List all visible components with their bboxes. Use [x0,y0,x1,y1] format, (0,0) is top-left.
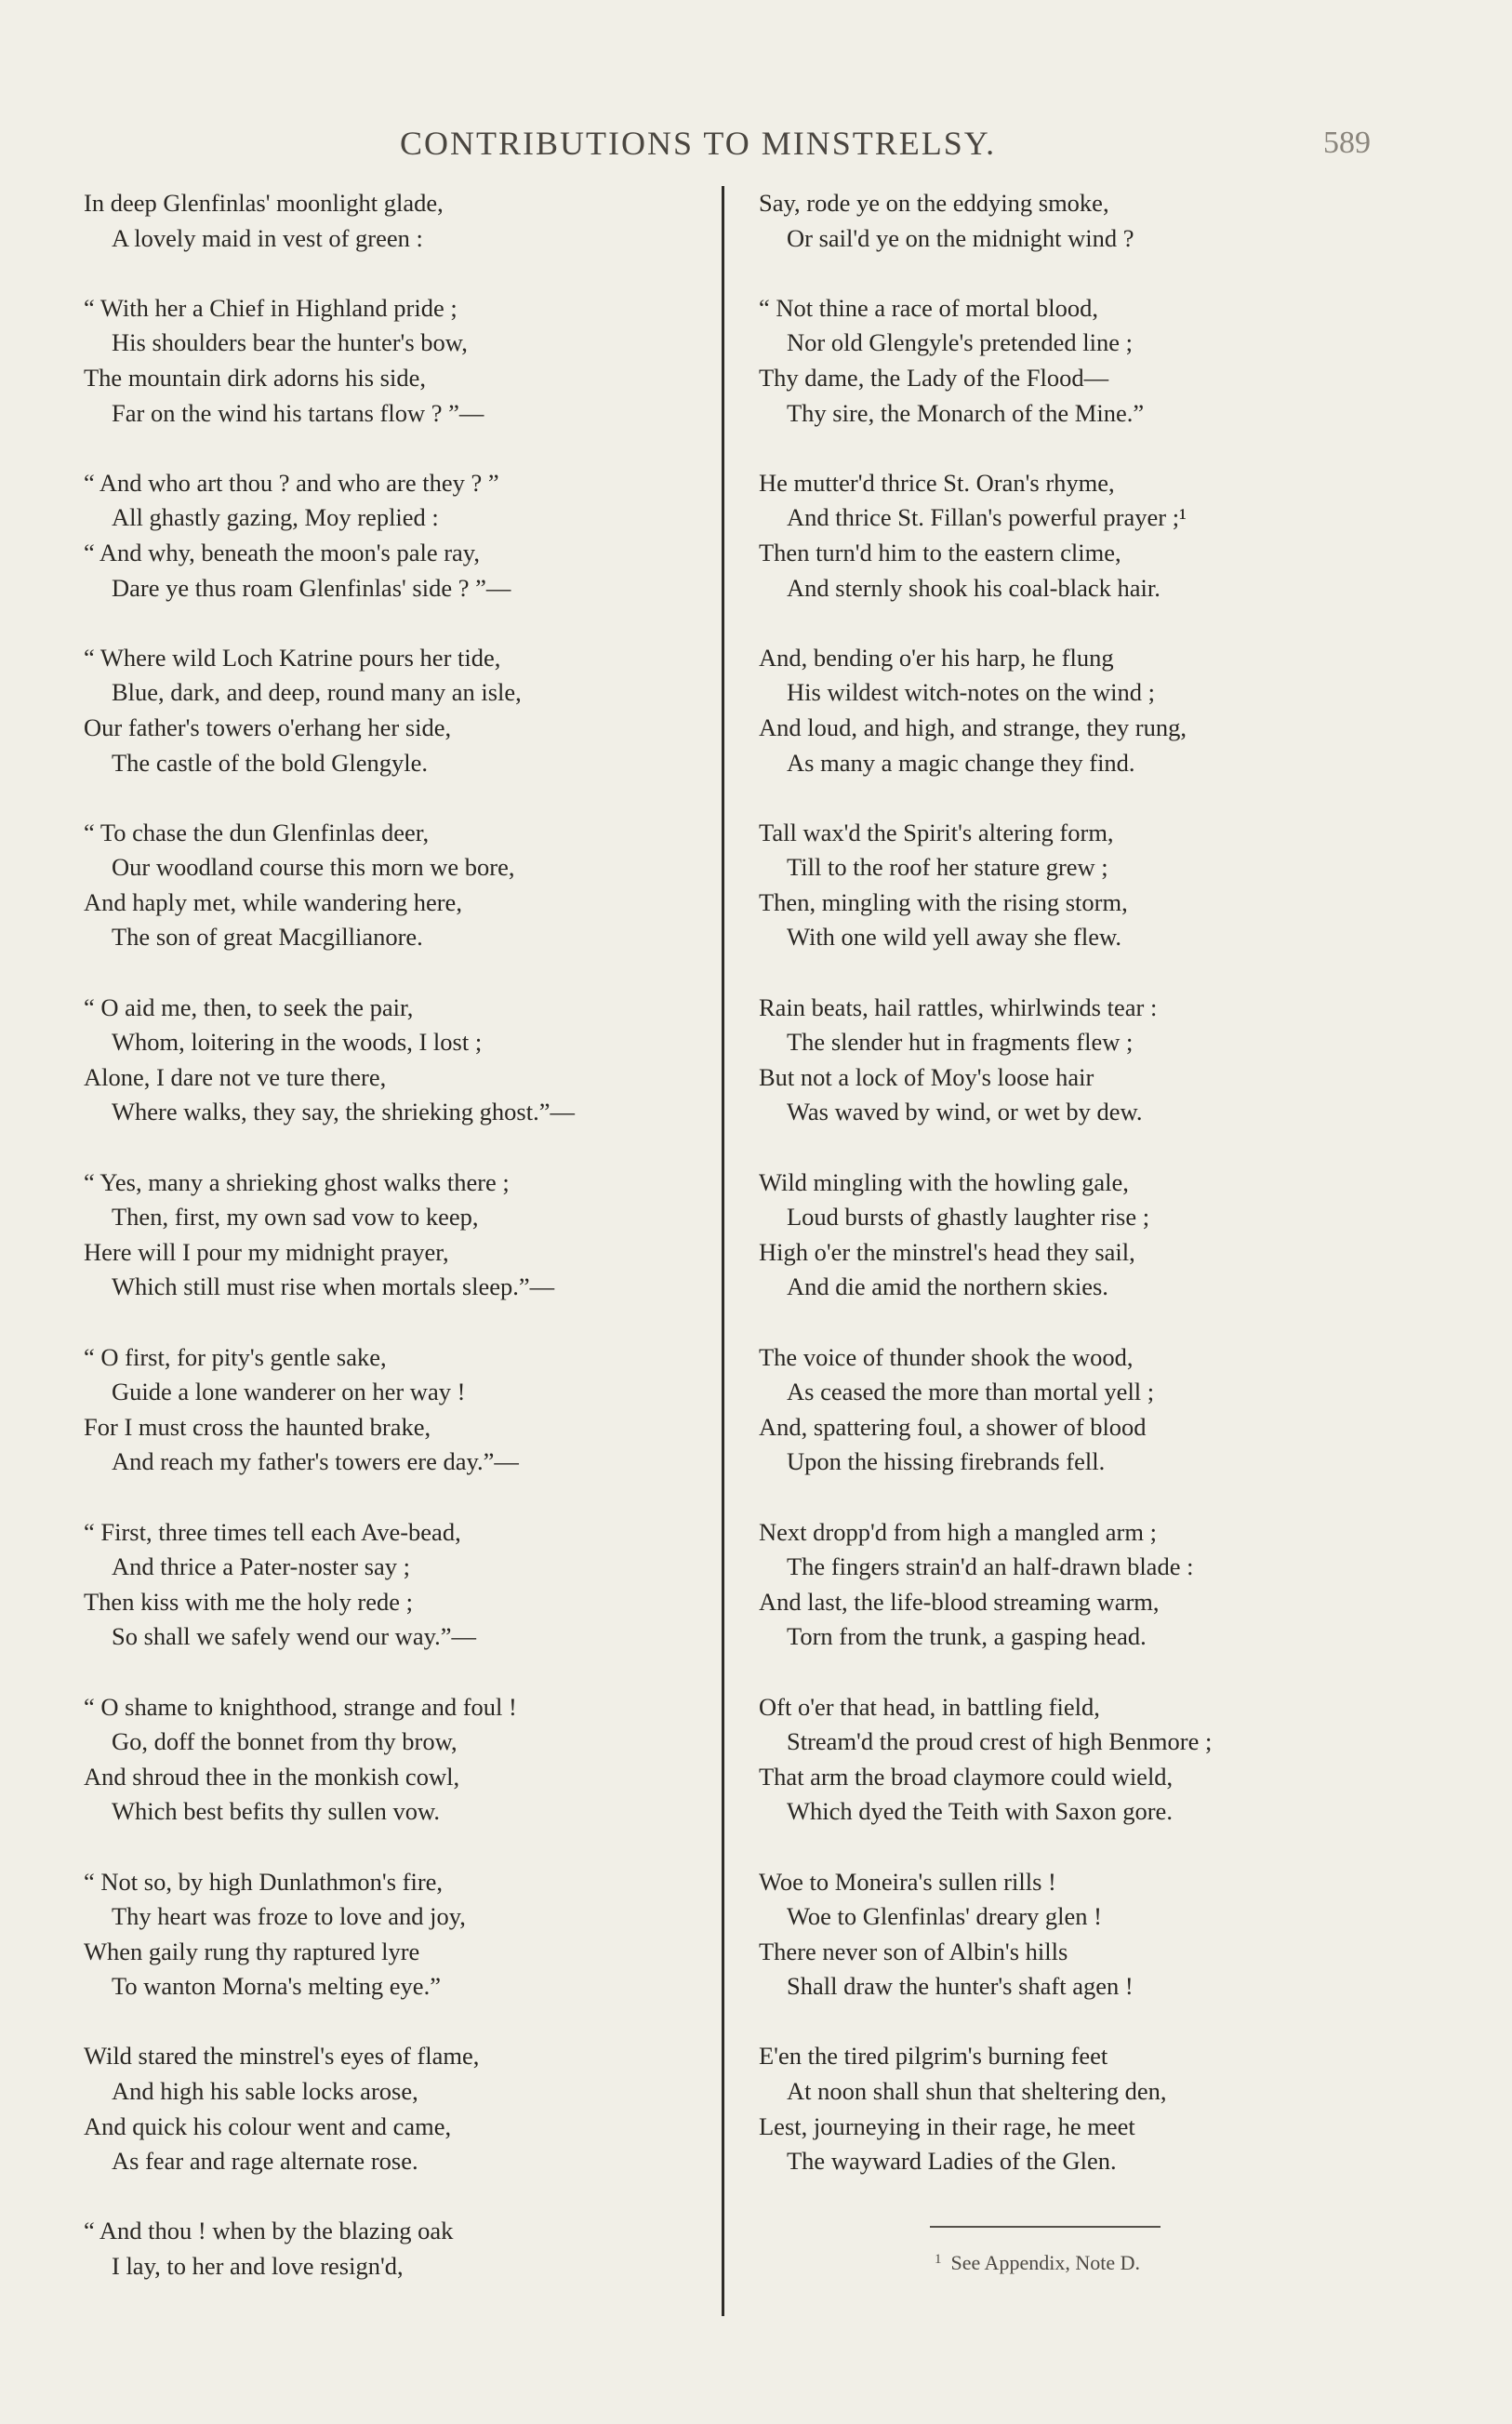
running-title: CONTRIBUTIONS TO MINSTRELSY. [400,125,997,162]
verse-line: “ To chase the dun Glenfinlas deer, [84,818,430,846]
verse-line: And, bending o'er his harp, he flung [759,643,1114,672]
verse-line: I lay, to her and love resign'd, [112,2252,404,2281]
verse-line: But not a lock of Moy's loose hair [759,1062,1094,1091]
verse-line: Which best befits thy sullen vow. [112,1797,441,1826]
verse-line: “ And thou ! when by the blazing oak [84,2217,454,2245]
verse-line: Our father's towers o'erhang her side, [84,713,452,741]
footnote [935,2251,1140,2275]
stanza [759,1865,1410,2004]
verse-line: He mutter'd thrice St. Oran's rhyme, [759,468,1115,497]
verse-line: The mountain dirk adorns his side, [84,363,426,392]
verse-line: Where walks, they say, the shrieking ghost.”— [112,1098,575,1126]
column-rule-tail [722,2270,724,2316]
stanza [84,466,735,606]
footnote-rule [930,2226,1161,2228]
verse-line: A lovely maid in vest of green : [112,223,423,252]
verse-line: Thy sire, the Monarch of the Mine.” [787,398,1145,427]
stanza [84,1340,735,1480]
verse-line: So shall we safely wend our way.”— [112,1622,477,1651]
verse-line: Or sail'd ye on the midnight wind ? [787,223,1134,252]
verse-line: His shoulders bear the hunter's bow, [112,328,468,357]
verse-line: The slender hut in fragments flew ; [787,1028,1134,1057]
verse-line: Loud bursts of ghastly laughter rise ; [787,1203,1150,1232]
stanza [84,291,735,431]
verse-line: At noon shall shun that sheltering den, [787,2077,1167,2106]
right-column [759,186,1410,2214]
verse-line: And high his sable locks arose, [112,2077,418,2106]
verse-line: Then turn'd him to the eastern clime, [759,538,1121,566]
verse-line: Thy dame, the Lady of the Flood— [759,363,1109,392]
verse-line: And reach my father's towers ere day.”— [112,1447,519,1476]
verse-line: The castle of the bold Glengyle. [112,748,428,777]
verse-line: The wayward Ladies of the Glen. [787,2147,1117,2176]
stanza [759,1340,1410,1480]
verse-line: And sternly shook his coal-black hair. [787,573,1161,602]
footnote-text: See Appendix, Note D. [950,2251,1140,2274]
verse-line: Alone, I dare not ve ture there, [84,1062,387,1091]
verse-line: Go, doff the bonnet from thy brow, [112,1727,458,1756]
stanza [759,1515,1410,1655]
verse-line: Woe to Glenfinlas' dreary glen ! [787,1902,1102,1931]
verse-line: And thrice a Pater-noster say ; [112,1552,411,1581]
verse-line: Then, mingling with the rising storm, [759,887,1128,916]
verse-line: Which dyed the Teith with Saxon gore. [787,1797,1173,1826]
verse-line: Thy heart was froze to love and joy, [112,1902,466,1931]
verse-line: “ O shame to knighthood, strange and foul ! [84,1692,517,1721]
stanza [84,991,735,1130]
verse-line: Guide a lone wanderer on her way ! [112,1378,466,1406]
verse-line: “ First, three times tell each Ave-bead, [84,1517,461,1546]
stanza [759,1165,1410,1305]
verse-line: Stream'd the proud crest of high Benmore ; [787,1727,1213,1756]
verse-line: And shroud thee in the monkish cowl, [84,1762,460,1791]
stanza [84,1515,735,1655]
verse-line: All ghastly gazing, Moy replied : [112,503,439,532]
verse-line: And loud, and high, and strange, they rung, [759,713,1187,741]
verse-line: Till to the roof her stature grew ; [787,853,1108,882]
verse-line: The fingers strain'd an half-drawn blade : [787,1552,1194,1581]
verse-line: Next dropp'd from high a mangled arm ; [759,1517,1157,1546]
verse-line: Wild mingling with the howling gale, [759,1167,1129,1196]
verse-line: Wild stared the minstrel's eyes of flame, [84,2042,480,2071]
verse-line: Shall draw the hunter's shaft agen ! [787,1972,1134,2001]
verse-line: Dare ye thus roam Glenfinlas' side ? ”— [112,573,511,602]
stanza [759,816,1410,955]
stanza [759,466,1410,606]
verse-line: Torn from the trunk, a gasping head. [787,1622,1147,1651]
stanza [84,1690,735,1830]
verse-line: High o'er the minstrel's head they sail, [759,1237,1135,1266]
verse-line: As many a magic change they find. [787,748,1135,777]
verse-line: And quick his colour went and came, [84,2111,452,2140]
verse-line: As fear and rage alternate rose. [112,2147,418,2176]
stanza [759,291,1410,431]
stanza [759,186,1410,256]
verse-line: Rain beats, hail rattles, whirlwinds tear : [759,992,1158,1021]
verse-line: Tall wax'd the Spirit's altering form, [759,818,1114,846]
verse-line: That arm the broad claymore could wield, [759,1762,1174,1791]
stanza [759,1690,1410,1830]
verse-line: Here will I pour my midnight prayer, [84,1237,449,1266]
verse-line: “ O aid me, then, to seek the pair, [84,992,414,1021]
verse-line: Say, rode ye on the eddying smoke, [759,189,1109,217]
stanza [84,2214,735,2284]
verse-line: To wanton Morna's melting eye.” [112,1972,441,2001]
verse-line: Was waved by wind, or wet by dew. [787,1098,1143,1126]
verse-line: And thrice St. Fillan's powerful prayer ;¹ [787,503,1187,532]
verse-line: And die amid the northern skies. [787,1272,1108,1301]
stanza [84,186,735,256]
verse-line: Far on the wind his tartans flow ? ”— [112,398,484,427]
verse-line: When gaily rung thy raptured lyre [84,1937,420,1965]
stanza [759,641,1410,780]
verse-line: And, spattering foul, a shower of blood [759,1412,1147,1441]
column-rule [722,186,724,2270]
verse-line: Then, first, my own sad vow to keep, [112,1203,479,1232]
page-number: 589 [1323,126,1371,160]
verse-line: Lest, journeying in their rage, he meet [759,2111,1135,2140]
verse-line: There never son of Albin's hills [759,1937,1068,1965]
verse-line: In deep Glenfinlas' moonlight glade, [84,189,444,217]
verse-line: “ And who art thou ? and who are they ? ” [84,468,499,497]
verse-line: As ceased the more than mortal yell ; [787,1378,1155,1406]
verse-line: “ With her a Chief in Highland pride ; [84,293,458,322]
verse-line: Which still must rise when mortals sleep.”— [112,1272,555,1301]
verse-line: His wildest witch-notes on the wind ; [787,678,1155,707]
verse-line: Oft o'er that head, in battling field, [759,1692,1100,1721]
verse-line: “ Where wild Loch Katrine pours her tide, [84,643,501,672]
verse-line: With one wild yell away she flew. [787,923,1122,952]
stanza [84,1865,735,2004]
stanza [84,1165,735,1305]
footnote-marker: 1 [935,2252,942,2267]
verse-line: Nor old Glengyle's pretended line ; [787,328,1133,357]
verse-line: Upon the hissing firebrands fell. [787,1447,1106,1476]
verse-line: The son of great Macgillianore. [112,923,423,952]
verse-line: Whom, loitering in the woods, I lost ; [112,1028,483,1057]
page-header [0,124,1512,170]
verse-line: “ And why, beneath the moon's pale ray, [84,538,480,566]
verse-line: “ Not thine a race of mortal blood, [759,293,1098,322]
verse-line: Then kiss with me the holy rede ; [84,1587,413,1616]
stanza [759,2039,1410,2178]
verse-line: For I must cross the haunted brake, [84,1412,431,1441]
stanza [84,641,735,780]
verse-line: And last, the life-blood streaming warm, [759,1587,1160,1616]
verse-line: “ O first, for pity's gentle sake, [84,1342,387,1371]
verse-line: Woe to Moneira's sullen rills ! [759,1867,1056,1896]
verse-line: Blue, dark, and deep, round many an isle, [112,678,522,707]
stanza [84,2039,735,2178]
verse-line: And haply met, while wandering here, [84,887,462,916]
verse-line: E'en the tired pilgrim's burning feet [759,2042,1108,2071]
left-column [84,186,735,2319]
verse-line: “ Not so, by high Dunlathmon's fire, [84,1867,444,1896]
verse-line: The voice of thunder shook the wood, [759,1342,1134,1371]
verse-line: “ Yes, many a shrieking ghost walks there ; [84,1167,510,1196]
stanza [759,991,1410,1130]
verse-line: Our woodland course this morn we bore, [112,853,515,882]
stanza [84,816,735,955]
